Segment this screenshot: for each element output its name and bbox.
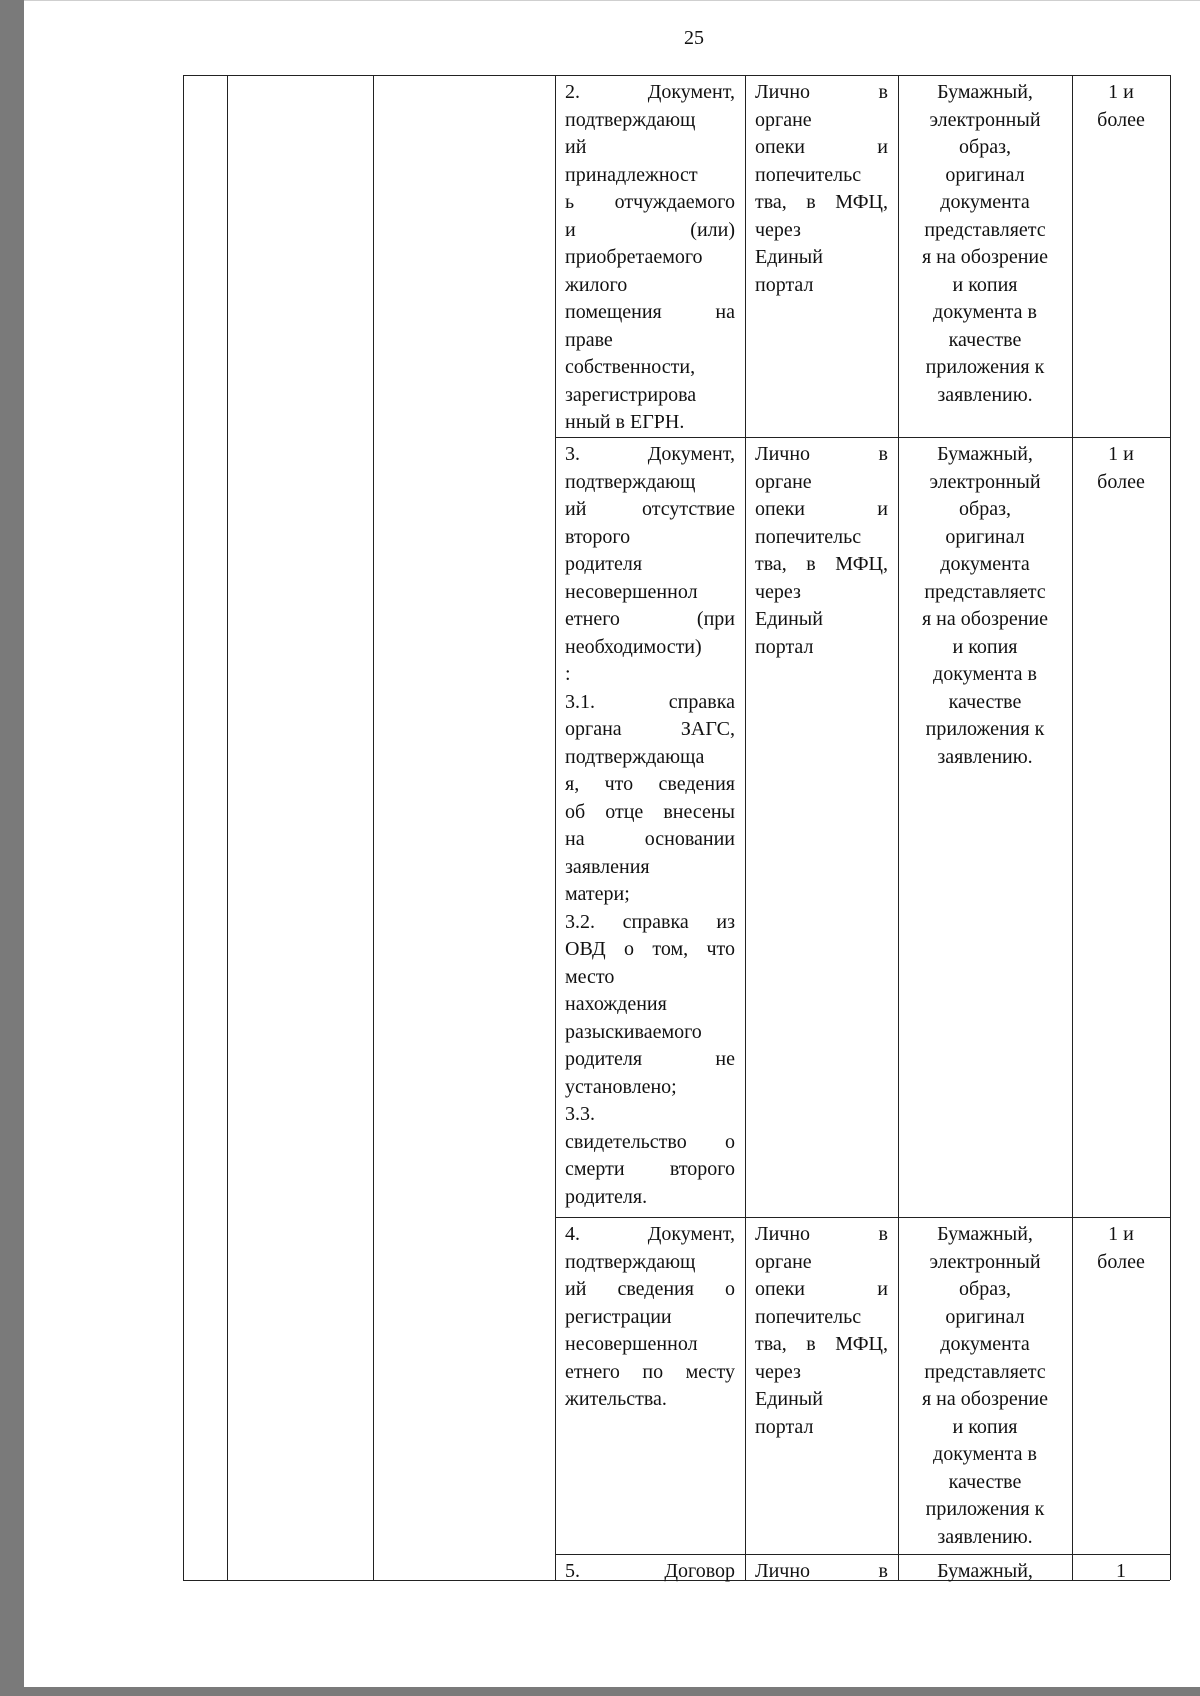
text-line: органе — [755, 1250, 812, 1273]
text-line: 2. Документ, — [565, 81, 735, 103]
text-line: заявления — [565, 855, 650, 878]
page-number: 25 — [684, 27, 704, 49]
text-line: документа — [940, 1333, 1030, 1355]
text-line: праве — [565, 328, 613, 351]
text-line: и копия — [952, 1415, 1018, 1438]
text-line: приложения к — [925, 1498, 1045, 1520]
scan-bottom-edge — [0, 1686, 1200, 1696]
text-line: подтверждающ — [565, 470, 696, 493]
text-line: 1 — [1116, 1560, 1126, 1582]
text-line: необходимости) — [565, 635, 702, 658]
column-border-7 — [1170, 75, 1171, 1580]
text-line: более — [1097, 108, 1145, 131]
text-line: я, что сведения — [565, 773, 735, 795]
text-line: документа в — [933, 301, 1037, 323]
text-line: жительства. — [565, 1388, 667, 1410]
text-line: етнего (при — [565, 608, 735, 630]
text-line: тва, в МФЦ, — [755, 1333, 888, 1355]
text-line: качестве — [948, 328, 1022, 351]
text-line: Бумажный, — [937, 81, 1033, 103]
text-line: Единый — [755, 246, 823, 268]
text-line: представляетс — [924, 1360, 1046, 1383]
column-border-0 — [183, 75, 184, 1580]
text-line: электронный — [929, 470, 1041, 493]
text-line: опеки и — [755, 136, 888, 158]
text-line: 3. Документ, — [565, 443, 735, 465]
form-cell — [902, 1558, 1068, 1586]
text-line: представляетс — [924, 580, 1046, 603]
text-line: матери; — [565, 883, 630, 905]
text-line: жилого — [565, 273, 628, 296]
method-cell — [755, 1221, 888, 1441]
text-line: образ, — [959, 498, 1011, 520]
text-line: Бумажный, — [937, 443, 1033, 465]
text-line: 5. Договор — [565, 1560, 735, 1582]
text-line: более — [1097, 470, 1145, 493]
text-line: ий — [565, 136, 587, 158]
text-line: документа в — [933, 663, 1037, 685]
text-line: заявлению. — [937, 1525, 1033, 1548]
text-line: родителя. — [565, 1185, 648, 1208]
text-line: оригинал — [945, 525, 1025, 548]
text-line: представляетс — [924, 218, 1046, 241]
text-line: электронный — [929, 1250, 1041, 1273]
text-line: 1 и — [1108, 1223, 1134, 1245]
text-line: помещения на — [565, 301, 735, 323]
form-cell — [902, 441, 1068, 771]
column-border-4 — [745, 75, 746, 1580]
text-line: Бумажный, — [937, 1223, 1033, 1245]
column-border-3 — [555, 75, 556, 1580]
text-line: более — [1097, 1250, 1145, 1273]
method-cell — [755, 79, 888, 299]
text-line: попечительс — [755, 525, 862, 548]
text-line: ий отсутствие — [565, 498, 735, 520]
column-border-6 — [1072, 75, 1073, 1580]
text-line: образ, — [959, 136, 1011, 158]
text-line: попечительс — [755, 163, 862, 186]
text-line: качестве — [948, 690, 1022, 713]
text-line: документа — [940, 191, 1030, 213]
text-line: нный в ЕГРН. — [565, 411, 685, 433]
qty-cell — [1076, 79, 1166, 134]
column-border-5 — [898, 75, 899, 1580]
text-line: 3.3. — [565, 1103, 595, 1125]
document-page — [24, 0, 1200, 1687]
document-cell — [565, 1221, 735, 1414]
qty-cell — [1076, 441, 1166, 496]
text-line: Лично в — [755, 81, 888, 103]
text-line: ий сведения о — [565, 1278, 735, 1300]
text-line: подтверждающа — [565, 745, 705, 768]
text-line: портал — [755, 273, 814, 296]
text-line: принадлежност — [565, 163, 698, 186]
text-line: и (или) — [565, 218, 735, 241]
document-cell — [565, 441, 735, 1211]
text-line: Лично в — [755, 443, 888, 465]
text-line: второго — [565, 525, 631, 548]
scan-left-edge — [0, 0, 24, 1696]
text-line: приобретаемого — [565, 246, 703, 268]
row-divider-2 — [555, 1217, 1170, 1218]
text-line: 3.2. справка из — [565, 910, 735, 933]
text-line: подтверждающ — [565, 108, 696, 131]
text-line: родителя не — [565, 1048, 735, 1070]
text-line: документа в — [933, 1443, 1037, 1465]
method-cell — [755, 441, 888, 661]
text-line: зарегистрирова — [565, 383, 697, 406]
text-line: 4. Документ, — [565, 1223, 735, 1245]
text-line: я на обозрение — [921, 1388, 1048, 1410]
text-line: Лично в — [755, 1223, 888, 1245]
text-line: электронный — [929, 108, 1041, 131]
text-line: и копия — [952, 273, 1018, 296]
text-line: органе — [755, 108, 812, 131]
text-line: заявлению. — [937, 383, 1033, 406]
text-line: документа — [940, 553, 1030, 575]
text-line: собственности, — [565, 356, 696, 378]
column-border-1 — [227, 75, 228, 1580]
row-divider-3 — [555, 1554, 1170, 1555]
text-line: через — [755, 218, 801, 241]
text-line: свидетельство о — [565, 1130, 735, 1153]
text-line: через — [755, 580, 801, 603]
text-line: оригинал — [945, 1305, 1025, 1328]
document-cell — [565, 79, 735, 437]
text-line: приложения к — [925, 356, 1045, 378]
text-line: на основании — [565, 828, 735, 850]
text-line: заявлению. — [937, 745, 1033, 768]
text-line: опеки и — [755, 498, 888, 520]
text-line: место — [565, 965, 615, 988]
document-cell — [565, 1558, 735, 1586]
text-line: регистрации — [565, 1305, 672, 1328]
text-line: и копия — [952, 635, 1018, 658]
text-line: тва, в МФЦ, — [755, 553, 888, 575]
method-cell — [755, 1558, 888, 1586]
row-divider-1 — [555, 437, 1170, 438]
text-line: я на обозрение — [921, 246, 1048, 268]
table-top-border — [183, 75, 1170, 76]
text-line: 1 и — [1108, 443, 1134, 465]
form-cell — [902, 1221, 1068, 1551]
text-line: Единый — [755, 1388, 823, 1410]
text-line: об отце внесены — [565, 800, 735, 823]
text-line: : — [565, 663, 571, 685]
text-line: опеки и — [755, 1278, 888, 1300]
text-line: образ, — [959, 1278, 1011, 1300]
text-line: тва, в МФЦ, — [755, 191, 888, 213]
text-line: портал — [755, 1415, 814, 1438]
text-line: органа ЗАГС, — [565, 718, 735, 740]
text-line: качестве — [948, 1470, 1022, 1493]
qty-cell — [1076, 1558, 1166, 1586]
text-line: родителя — [565, 553, 643, 575]
text-line: Лично в — [755, 1560, 888, 1582]
text-line: оригинал — [945, 163, 1025, 186]
text-line: смерти второго — [565, 1158, 735, 1180]
text-line: 3.1. справка — [565, 690, 735, 713]
column-border-2 — [373, 75, 374, 1580]
text-line: приложения к — [925, 718, 1045, 740]
text-line: Единый — [755, 608, 823, 630]
text-line: ь отчуждаемого — [565, 191, 735, 213]
text-line: попечительс — [755, 1305, 862, 1328]
text-line: я на обозрение — [921, 608, 1048, 630]
text-line: портал — [755, 635, 814, 658]
text-line: несовершеннол — [565, 1333, 698, 1355]
text-line: ОВД о том, что — [565, 938, 735, 960]
text-line: етнего по месту — [565, 1360, 735, 1383]
text-line: установлено; — [565, 1075, 677, 1098]
qty-cell — [1076, 1221, 1166, 1276]
text-line: несовершеннол — [565, 580, 698, 603]
form-cell — [902, 79, 1068, 409]
text-line: Бумажный, — [937, 1560, 1033, 1582]
text-line: нахождения — [565, 993, 667, 1015]
text-line: подтверждающ — [565, 1250, 696, 1273]
text-line: через — [755, 1360, 801, 1383]
text-line: разыскиваемого — [565, 1020, 702, 1043]
text-line: 1 и — [1108, 81, 1134, 103]
text-line: органе — [755, 470, 812, 493]
